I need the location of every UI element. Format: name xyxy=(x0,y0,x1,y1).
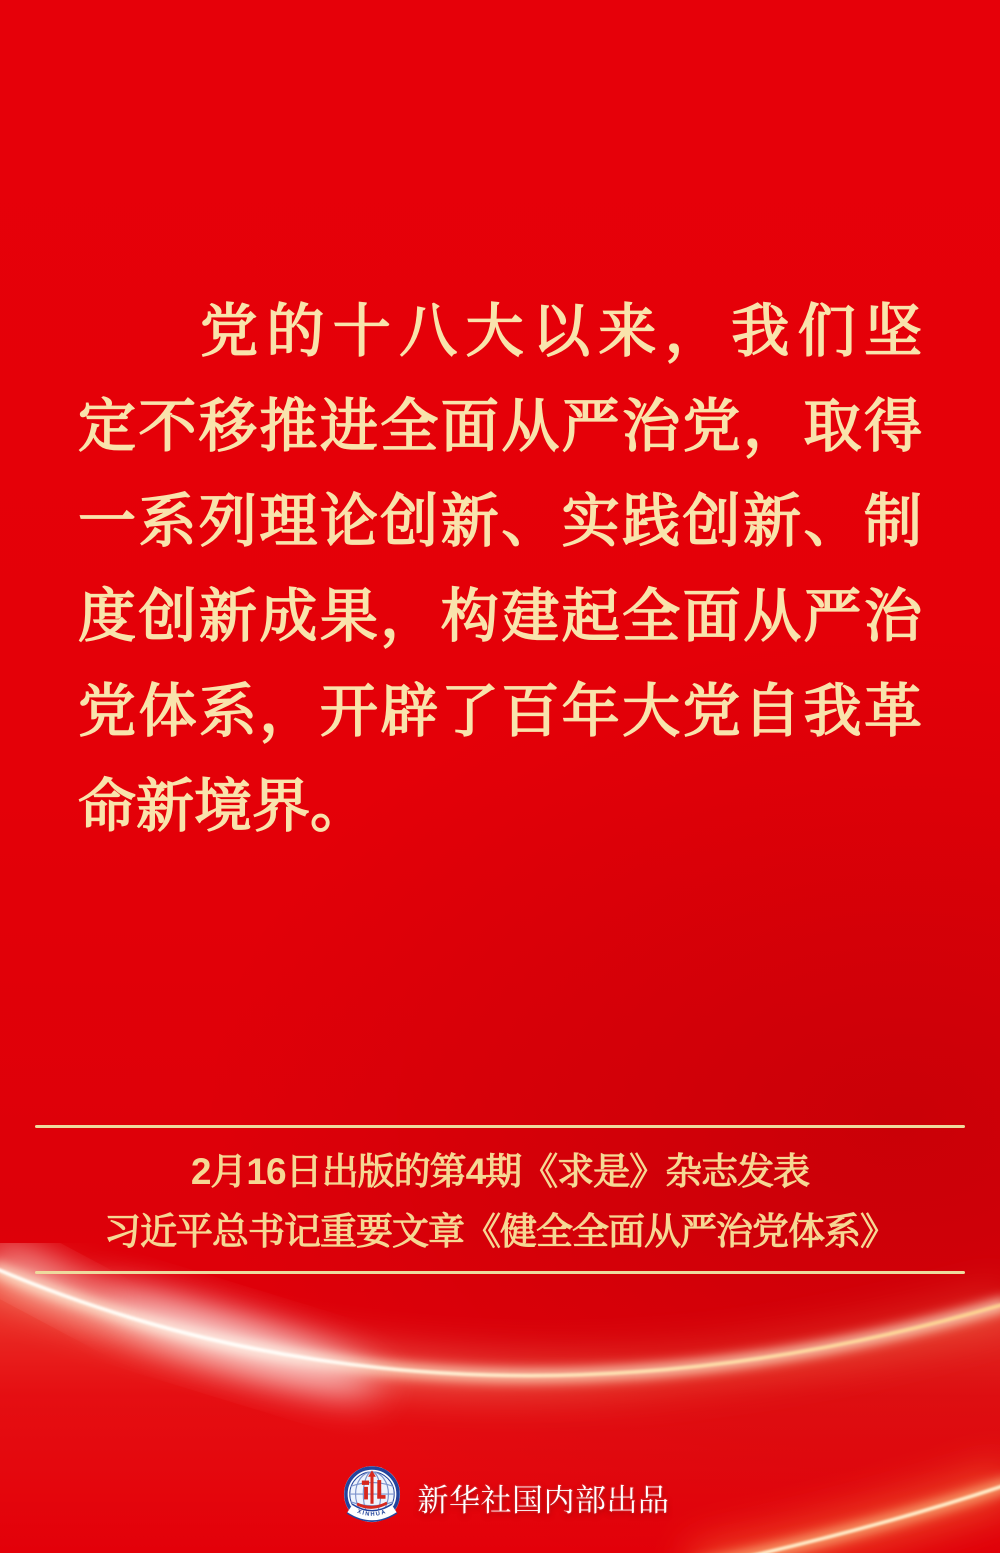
quote-line: 党体系，开辟了百年大党自我革 xyxy=(78,679,922,744)
quote-paragraph xyxy=(78,284,922,854)
attribution-block xyxy=(0,1142,1000,1262)
attribution-line-1: 2月16日出版的第4期《求是》杂志发表 xyxy=(190,1151,810,1192)
footer-credit-text: 新华社国内部出品 xyxy=(417,1482,670,1518)
quote-line: 党的十八大以来，我们坚 xyxy=(200,299,922,364)
quote-line: 定不移推进全面从严治党，取得 xyxy=(78,394,922,459)
quote-line: 度创新成果，构建起全面从严治 xyxy=(78,584,922,649)
footer-credit-row xyxy=(6,1464,1000,1530)
divider-bottom xyxy=(35,1271,965,1274)
quote-line: 命新境界。 xyxy=(78,774,369,839)
quote-line: 一系列理论创新、实践创新、制 xyxy=(78,489,922,554)
attribution-line-2: 习近平总书记重要文章《健全全面从严治党体系》 xyxy=(104,1211,896,1252)
xinhua-logo xyxy=(343,1465,401,1529)
divider-top xyxy=(35,1125,965,1128)
xinhua-logo-text: XINHUA xyxy=(355,1508,388,1518)
